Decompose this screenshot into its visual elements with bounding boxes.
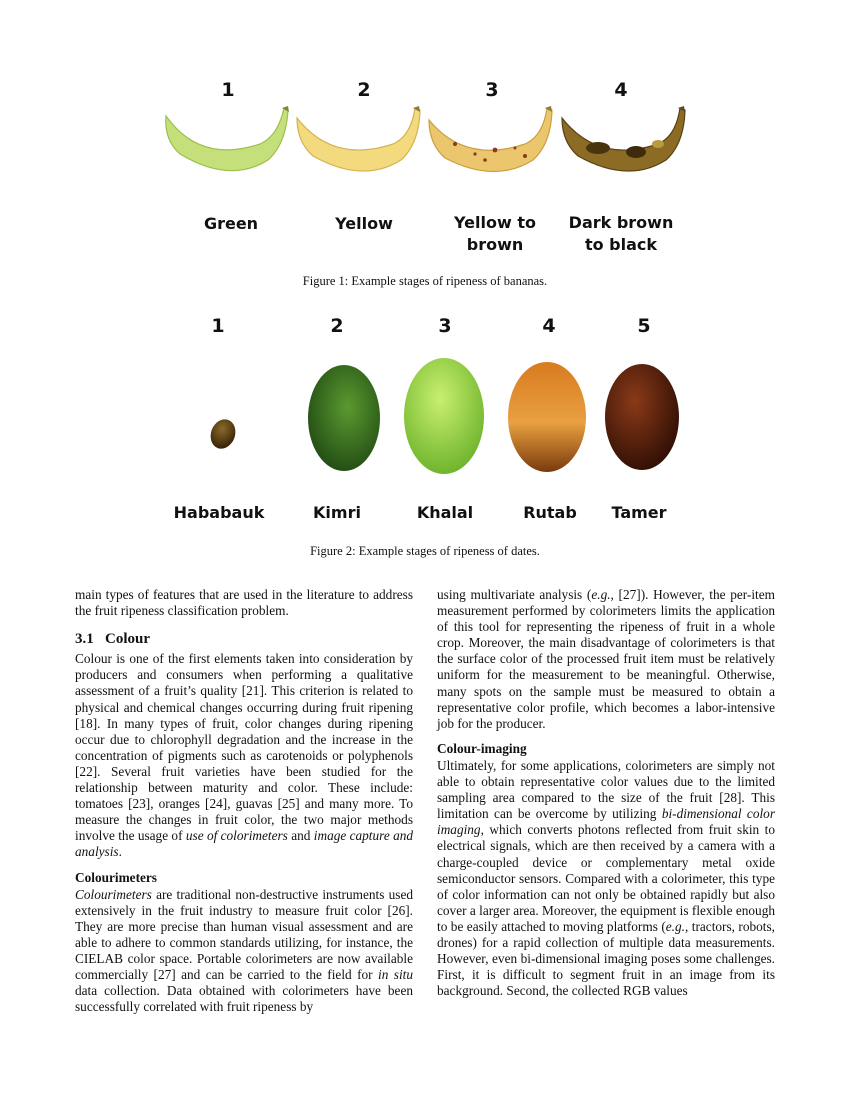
banana-stage-label-1	[181, 213, 281, 235]
banana-stage-label-2	[314, 213, 414, 235]
paragraph-text: , [27]). However, the per-item measurement performed by colorimeters limits the application of this tool for representing the ripeness of fruit in a whole crop. Moreover, the main disadvantage of colorimeters is that the surface color of the processed fruit item must be relatively uniform for the measurement to be meaningful. Otherwise, many spots on the sample must be measured to obtain a representative color profile, which becomes a labor-intensive job for the producer.	[437, 587, 775, 731]
date-stage-number-1: 1	[211, 315, 225, 337]
colour-paragraph	[75, 651, 413, 860]
intro-paragraph: main types of features that are used in the literature to address the fruit ripeness classification problem.	[75, 587, 413, 619]
paragraph-text: Colour is one of the first elements taken into consideration by producers and consumers when performing a qualitative assessment of a fruit’s quality [21]. This criterion is related to physical and chemical changes occurring during fruit ripening [18]. In many types of fruit, color changes during ripening occur due to chlorophyll degradation and the increase in the concentration of pigments such as carotenoids or polyphenols [22]. Several fruit varieties have been studied for the relationship between maturity and color. These include: tomatoes [23], oranges [24], guavas [25] and many more. To measure the changes in fruit color, the two major methods involve the usage of	[75, 651, 413, 844]
date-stage-number-3: 3	[438, 315, 452, 337]
date-stage-number-4: 4	[542, 315, 556, 337]
section-title: Colour	[105, 631, 150, 648]
emphasis-text: image capture and analysis	[75, 828, 414, 860]
date-stage-label-2: Kimri	[313, 503, 361, 522]
colourimeters-paragraph	[75, 887, 413, 1016]
figure-1-caption: Figure 1: Example stages of ripeness of bananas.	[302, 274, 548, 288]
subsection-heading-colour-imaging: Colour-imaging	[437, 740, 527, 756]
banana-green-image	[160, 104, 290, 176]
paragraph-text: Ultimately, for some applications, colorimeters are simply not able to obtain representative color values due to the limited sampling area compared to the size of the fruit [28]. This limitation can be overcome by utilizing	[437, 757, 775, 822]
date-kimri-image	[304, 362, 384, 474]
figure-2-caption: Figure 2: Example stages of ripeness of dates.	[310, 544, 540, 558]
left-column	[75, 587, 413, 1015]
colour-imaging-paragraph	[437, 758, 775, 999]
paragraph-text: , tractors, robots, drones) for a rapid collection of multiple data measurements. However, even bi-dimensional imaging poses some challenges. First, it is difficult to segment fruit in an image from its background. Second, the collected RGB values	[437, 918, 775, 999]
date-tamer-image	[602, 361, 682, 473]
banana-label-line: to black	[584, 235, 658, 254]
banana-stage-number-3: 3	[485, 79, 499, 101]
date-hababauk-image	[206, 416, 240, 452]
date-stage-label-1: Hababauk	[173, 503, 265, 522]
banana-label-line: Yellow to	[454, 213, 536, 232]
paragraph-text: .	[118, 844, 122, 860]
banana-label-line: brown	[466, 235, 524, 254]
paragraph-text: data collection. Data obtained with colorimeters have been successfully correlated with fruit ripeness by	[75, 983, 413, 1015]
date-stage-label-4: Rutab	[523, 503, 577, 522]
colorimeter-limits-paragraph	[437, 587, 775, 732]
date-rutab-image	[505, 359, 589, 475]
banana-yellow-brown-image	[425, 104, 555, 176]
date-stage-label-5: Tamer	[611, 503, 667, 522]
banana-stage-number-4: 4	[614, 79, 628, 101]
section-number: 3.1	[75, 631, 94, 648]
banana-label-line: Dark brown	[568, 213, 674, 232]
right-column	[437, 587, 775, 999]
banana-stage-number-2: 2	[357, 79, 371, 101]
date-stage-number-2: 2	[330, 315, 344, 337]
paragraph-text: and	[291, 828, 311, 844]
date-stage-label-3: Khalal	[416, 503, 474, 522]
emphasis-text: Colourimeters	[75, 886, 152, 902]
date-stage-number-5: 5	[637, 315, 651, 337]
emphasis-text: bi-dimensional color imaging	[437, 806, 775, 838]
banana-dark-brown-image	[558, 104, 688, 176]
date-khalal-image	[400, 355, 488, 477]
banana-stage-label-4	[560, 212, 682, 256]
emphasis-text: e.g.	[591, 587, 611, 602]
banana-label-line: Yellow	[335, 214, 393, 233]
banana-yellow-image	[293, 104, 423, 176]
banana-label-line: Green	[203, 214, 259, 233]
emphasis-text: e.g.	[665, 918, 685, 934]
banana-stage-label-3	[436, 212, 554, 256]
emphasis-text: use of colorimeters	[185, 828, 288, 844]
paragraph-text: are traditional non-destructive instruments used extensively in the fruit industry to measure fruit color [26]. They are more precise than human visual assessment and are able to adhere to common standards utilizing, for instance, the CIELAB color space. Portable colorimeters are now available commercially [27] and can be carried to the field for	[75, 886, 413, 983]
paragraph-text: , which converts photons reflected from fruit skin to electrical signals, which are then received by a camera with a charge-coupled device or complementary metal oxide semiconductor sensors. Compared with a colorimeter, this type of color information can not only be obtained rapidly but also cover a larger area. Moreover, the equipment is flexible enough to be easily attached to moving platforms (	[437, 822, 775, 934]
paragraph-text: using multivariate analysis (	[437, 587, 592, 602]
emphasis-text: in situ	[378, 967, 413, 983]
subsection-heading-colourimeters: Colourimeters	[75, 869, 157, 885]
section-heading	[75, 631, 413, 647]
banana-stage-number-1: 1	[221, 79, 235, 101]
